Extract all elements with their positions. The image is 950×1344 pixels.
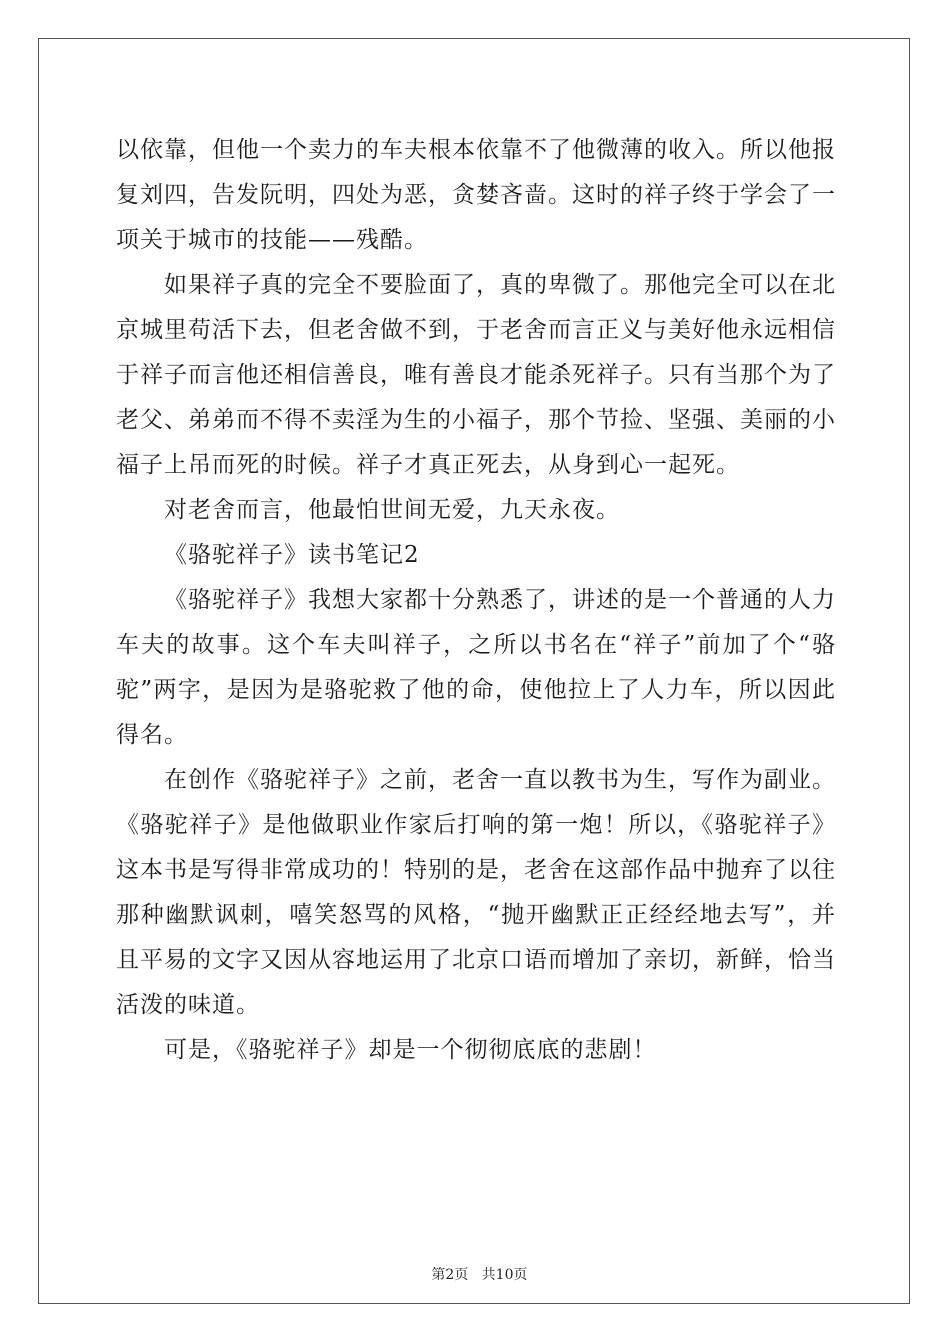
page-number-label: 第2页 共10页	[431, 1267, 528, 1283]
document-body	[116, 128, 836, 1073]
paragraph-5: 在创作《骆驼祥子》之前，老舍一直以教书为生，写作为副业。《骆驼祥子》是他做职业作家后打响的第一炮！所以，《骆驼祥子》这本书是写得非常成功的！特别的是，老舍在这部作品中抛弃了以往那种幽默讽刺，嘻笑怒骂的风格，“抛开幽默正正经经地去写”，并且平易的文字又因从容地运用了北京口语而增加了亲切，新鲜，恰当活泼的味道。	[116, 767, 836, 1018]
paragraph-4: 《骆驼祥子》我想大家都十分熟悉了，讲述的是一个普通的人力车夫的故事。这个车夫叫祥子，之所以书名在“祥子”前加了个“骆驼”两字，是因为是骆驼救了他的命，使他拉上了人力车，所以因此得名。	[116, 587, 836, 748]
paragraph-1: 以依靠，但他一个卖力的车夫根本依靠不了他微薄的收入。所以他报复刘四，告发阮明，四处为恶，贪婪吝啬。这时的祥子终于学会了一项关于城市的技能——残酷。	[116, 137, 836, 253]
paragraph-2: 如果祥子真的完全不要脸面了，真的卑微了。那他完全可以在北京城里苟活下去，但老舍做不到，于老舍而言正义与美好他永远相信于祥子而言他还相信善良，唯有善良才能杀死祥子。只有当那个为了老父、弟弟而不得不卖淫为生的小福子，那个节捡、坚强、美丽的小福子上吊而死的时候。祥子才真正死去，从身到心一起死。	[116, 272, 836, 478]
section-heading: 《骆驼祥子》读书笔记2	[164, 542, 420, 568]
paragraph-3: 对老舍而言，他最怕世间无爱，九天永夜。	[164, 497, 620, 523]
paragraph-6: 可是，《骆驼祥子》却是一个彻彻底底的悲剧！	[164, 1037, 657, 1063]
page-number-footer	[0, 1248, 950, 1284]
